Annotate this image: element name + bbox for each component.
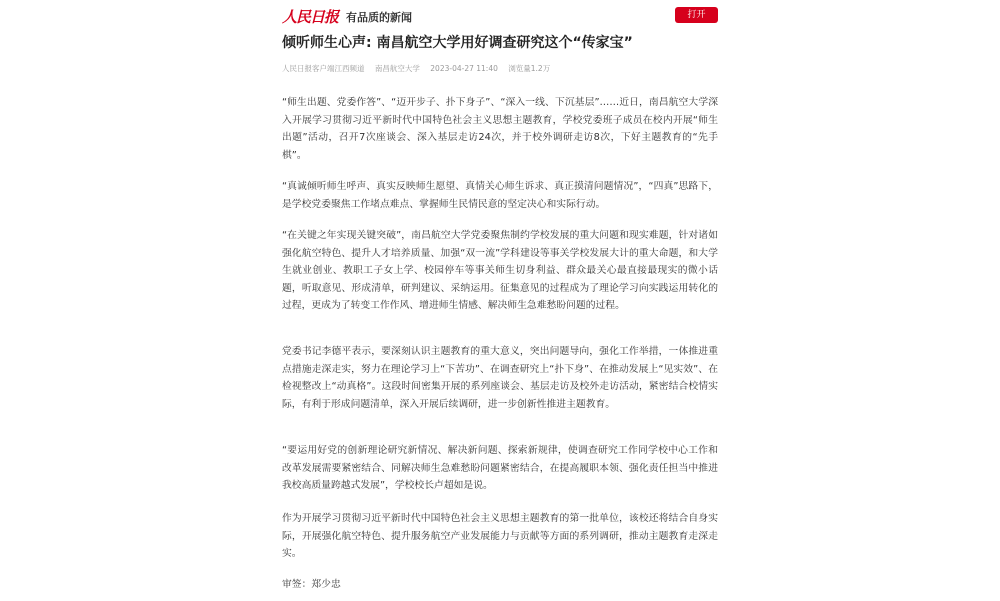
logo[interactable]: [282, 6, 412, 27]
article-paragraph: “师生出题、党委作答”、“迈开步子、扑下身子”、“深入一线、下沉基层”……近日，南昌航空大学深入开展学习贯彻习近平新时代中国特色社会主义思想主题教育，学校党委班子成员在校内开展“师生出题”活动，召开7次座谈会、深入基层走访24次，并于校外调研走访8次，下好主题教育的“先手棋”。: [282, 97, 718, 161]
meta-views: 浏览量1.2万: [508, 64, 551, 73]
article-paragraph: “真诚倾听师生呼声、真实反映师生愿望、真情关心师生诉求、真正摸清问题情况”，“四真”思路下，是学校党委聚焦工作堵点难点、掌握师生民情民意的坚定决心和实际行动。: [282, 181, 718, 210]
people-daily-logo: 人民日报: [282, 8, 339, 26]
logo-slogan: 有品质的新闻: [346, 10, 413, 24]
meta-author: 南昌航空大学: [374, 64, 420, 73]
article-column: [282, 0, 718, 590]
article-reviewer: 审签：郑少忠: [282, 579, 341, 590]
open-app-button[interactable]: 打开: [675, 7, 718, 23]
article-paragraph: “要运用好党的创新理论研究新情况、解决新问题、探索新规律，使调查研究工作同学校中心工作和改革发展需要紧密结合、同解决师生急难愁盼问题紧密结合，在提高履职本领、强化责任担当中推进我校高质量跨越式发展”，学校校长卢超如是说。: [282, 445, 718, 491]
article-paragraph: 作为开展学习贯彻习近平新时代中国特色社会主义思想主题教育的第一批单位，该校还将结合自身实际，开展强化航空特色、提升服务航空产业发展能力与贡献等方面的系列调研，推动主题教育走深走实。: [282, 513, 718, 559]
meta-datetime: 2023-04-27 11:40: [430, 64, 498, 73]
meta-source: 人民日报客户端江西频道: [282, 64, 365, 73]
article-title: 倾听师生心声: 南昌航空大学用好调查研究这个“传家宝”: [282, 35, 633, 51]
top-bar: [282, 0, 718, 30]
article-paragraph: 党委书记李德平表示，要深刻认识主题教育的重大意义，突出问题导向，强化工作举措，一体推进重点措施走深走实，努力在理论学习上“下苦功”、在调查研究上“扑下身”、在推动发展上“见实效”、在检视整改上“动真格”。这段时间密集开展的系列座谈会、基层走访及校外走访活动，紧密结合校情实际，有利于形成问题清单，深入开展后续调研，进一步创新性推进主题教育。: [282, 346, 718, 410]
article-meta: [282, 63, 558, 74]
article-paragraph: “在关键之年实现关键突破”，南昌航空大学党委聚焦制约学校发展的重大问题和现实难题，针对诸如强化航空特色、提升人才培养质量、加强“双一流”学科建设等事关学校发展大计的重大命题，和大学生就业创业、教职工子女上学、校园停车等事关师生切身利益、群众最关心最直接最现实的微小话题，听取意见、形成清单，研判建议、采纳运用。征集意见的过程成为了理论学习向实践运用转化的过程，更成为了转变工作作风、增进师生情感、解决师生急难愁盼问题的过程。: [282, 230, 718, 311]
